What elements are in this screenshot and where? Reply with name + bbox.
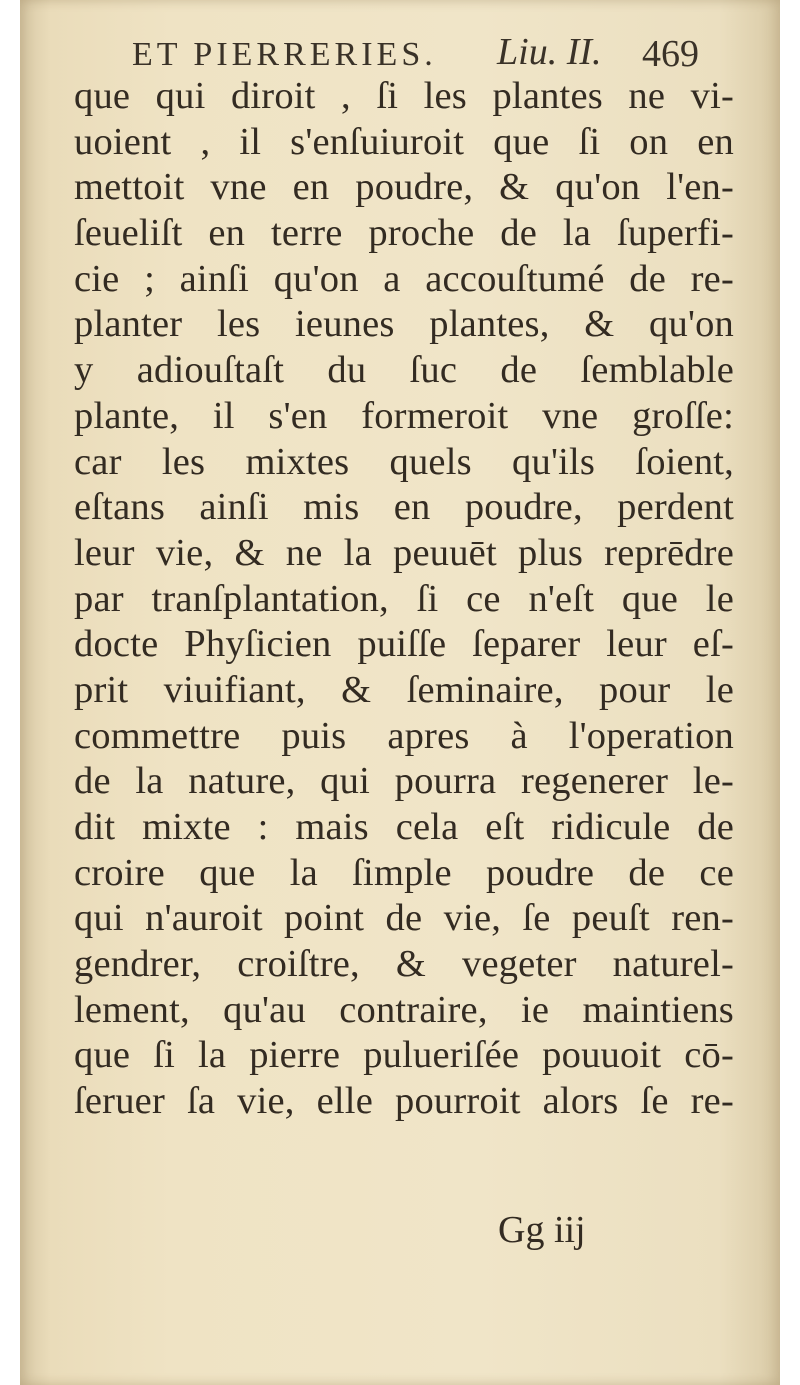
text-line: ſeruer ſa vie, elle pourroit alors ſe re- <box>74 1080 734 1123</box>
running-head: ET PIERRERIES. <box>132 36 437 73</box>
text-line: commettre puis apres à l'operation <box>74 714 734 757</box>
page-number: 469 <box>642 33 699 75</box>
book-page <box>20 0 780 1385</box>
text-line: eſtans ainſi mis en poudre, perdent <box>74 486 734 529</box>
text-line: que qui diroit , ſi les plantes ne vi- <box>74 75 734 117</box>
text-line: plante, il s'en formeroit vne groſſe: <box>74 394 734 437</box>
text-line: car les mixtes quels qu'ils ſoient, <box>74 440 734 483</box>
book-reference: Liu. II. <box>497 31 602 73</box>
text-line: gendrer, croiſtre, & vegeter naturel- <box>74 943 734 986</box>
signature-mark: Gg iij <box>498 1209 586 1251</box>
text-line: qui n'auroit point de vie, ſe peuſt ren- <box>74 897 734 940</box>
text-line: ſeueliſt en terre proche de la ſuperfi- <box>74 212 734 255</box>
text-line: uoient , il s'enſuiuroit que ſi on en <box>74 120 734 163</box>
text-line: cie ; ainſi qu'on a accouſtumé de re- <box>74 257 734 300</box>
text-line: que ſi la pierre pulueriſée pouuoit cō- <box>74 1034 734 1077</box>
text-line: croire que la ſimple poudre de ce <box>74 851 734 894</box>
text-line: y adiouſtaſt du ſuc de ſemblable <box>74 349 734 392</box>
text-line: mettoit vne en poudre, & qu'on l'en- <box>74 166 734 209</box>
text-line: leur vie, & ne la peuuēt plus reprēdre <box>74 531 734 574</box>
text-line: dit mixte : mais cela eſt ridicule de <box>74 806 734 848</box>
text-line: prit viuifiant, & ſeminaire, pour le <box>74 668 734 711</box>
text-line: de la nature, qui pourra regenerer le- <box>74 760 734 803</box>
body-text <box>74 74 734 1125</box>
text-line: par tranſplantation, ſi ce n'eſt que le <box>74 577 734 620</box>
text-line: lement, qu'au contraire, ie maintiens <box>74 988 734 1031</box>
text-line: planter les ieunes plantes, & qu'on <box>74 303 734 346</box>
text-line: docte Phyſicien puiſſe ſeparer leur eſ- <box>74 623 734 666</box>
